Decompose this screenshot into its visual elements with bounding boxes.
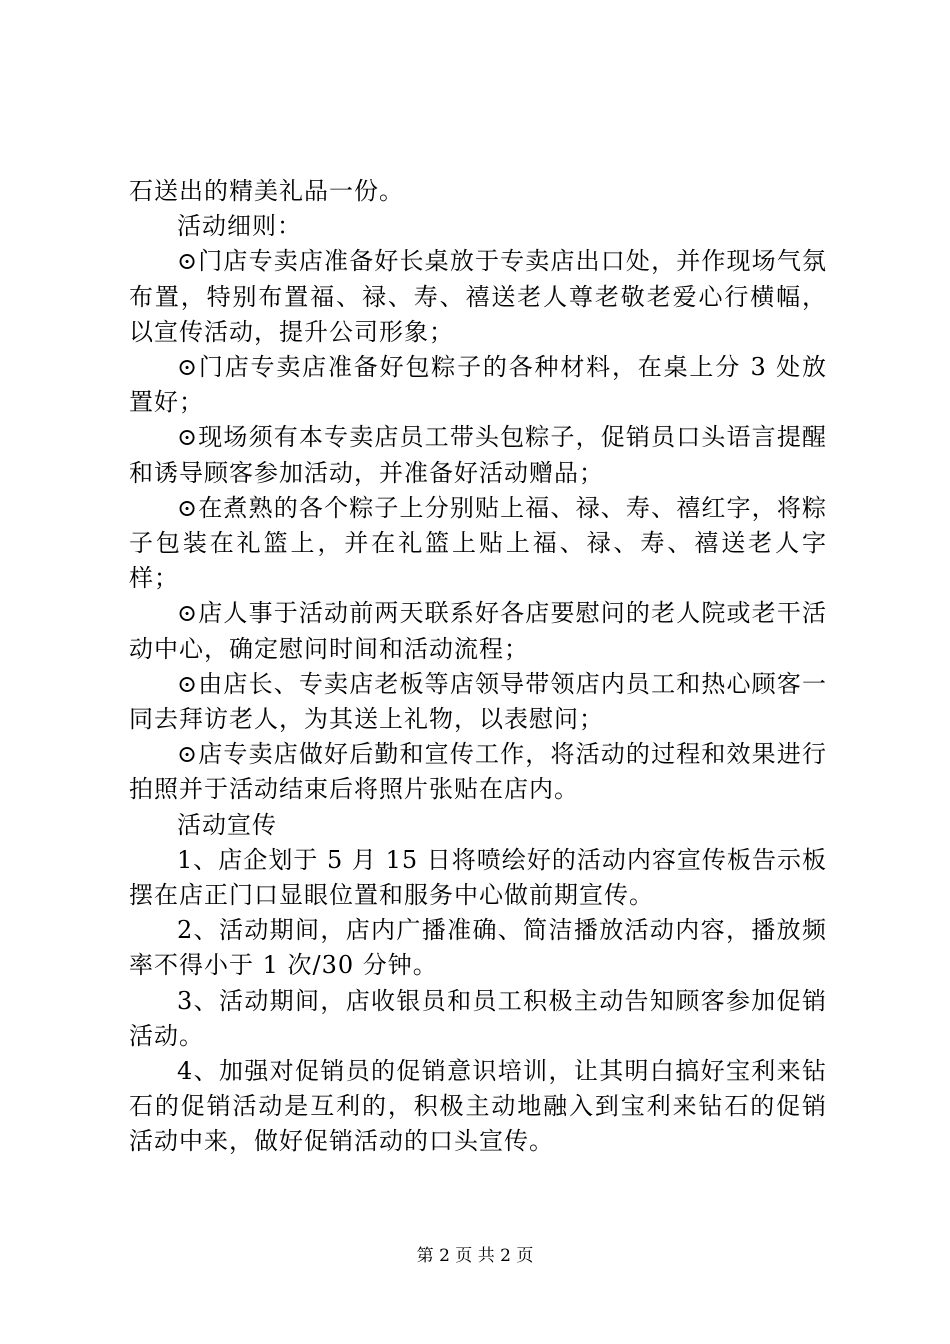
- promotion-item: 4、加强对促销员的促销意识培训，让其明白搞好宝利来钻石的促销活动是互利的，积极主动地融入到宝利来钻石的促销活动中来，做好促销活动的口头宣传。: [129, 1057, 827, 1156]
- rule-item: ⊙由店长、专卖店老板等店领导带领店内员工和热心顾客一同去拜访老人，为其送上礼物，以表慰问；: [129, 669, 827, 734]
- promotion-item: 3、活动期间，店收银员和员工积极主动告知顾客参加促销活动。: [129, 986, 827, 1050]
- section-heading-rules: 活动细则：: [177, 212, 302, 241]
- rule-item: ⊙店专卖店做好后勤和宣传工作，将活动的过程和效果进行拍照并于活动结束后将照片张贴在店内。: [129, 740, 827, 804]
- rule-item: ⊙店人事于活动前两天联系好各店要慰问的老人院或老干活动中心，确定慰问时间和活动流程；: [129, 599, 827, 663]
- page-footer: [0, 1244, 950, 1268]
- rule-item: ⊙门店专卖店准备好长桌放于专卖店出口处，并作现场气氛布置，特别布置福、禄、寿、禧送老人尊老敬老爱心行横幅，以宣传活动，提升公司形象；: [129, 247, 827, 346]
- promotion-item: 2、活动期间，店内广播准确、简洁播放活动内容，播放频率不得小于 1 次/30 分钟。: [129, 916, 827, 980]
- section-heading-promotion: 活动宣传: [177, 810, 277, 839]
- promotion-item: 1、店企划于 5 月 15 日将喷绘好的活动内容宣传板告示板摆在店正门口显眼位置和服务中心做前期宣传。: [129, 845, 827, 910]
- rule-item: ⊙现场须有本专卖店员工带头包粽子，促销员口头语言提醒和诱导顾客参加活动，并准备好活动赠品；: [129, 423, 827, 487]
- document-body: [129, 174, 827, 1160]
- paragraph: 石送出的精美礼品一份。: [129, 177, 404, 205]
- page-number: 第 2 页 共 2 页: [416, 1246, 534, 1266]
- rule-item: ⊙门店专卖店准备好包粽子的各种材料，在桌上分 3 处放置好；: [129, 353, 827, 417]
- rule-item: ⊙在煮熟的各个粽子上分别贴上福、禄、寿、禧红字，将粽子包装在礼篮上，并在礼篮上贴上福、禄、寿、禧送老人字样；: [129, 493, 827, 593]
